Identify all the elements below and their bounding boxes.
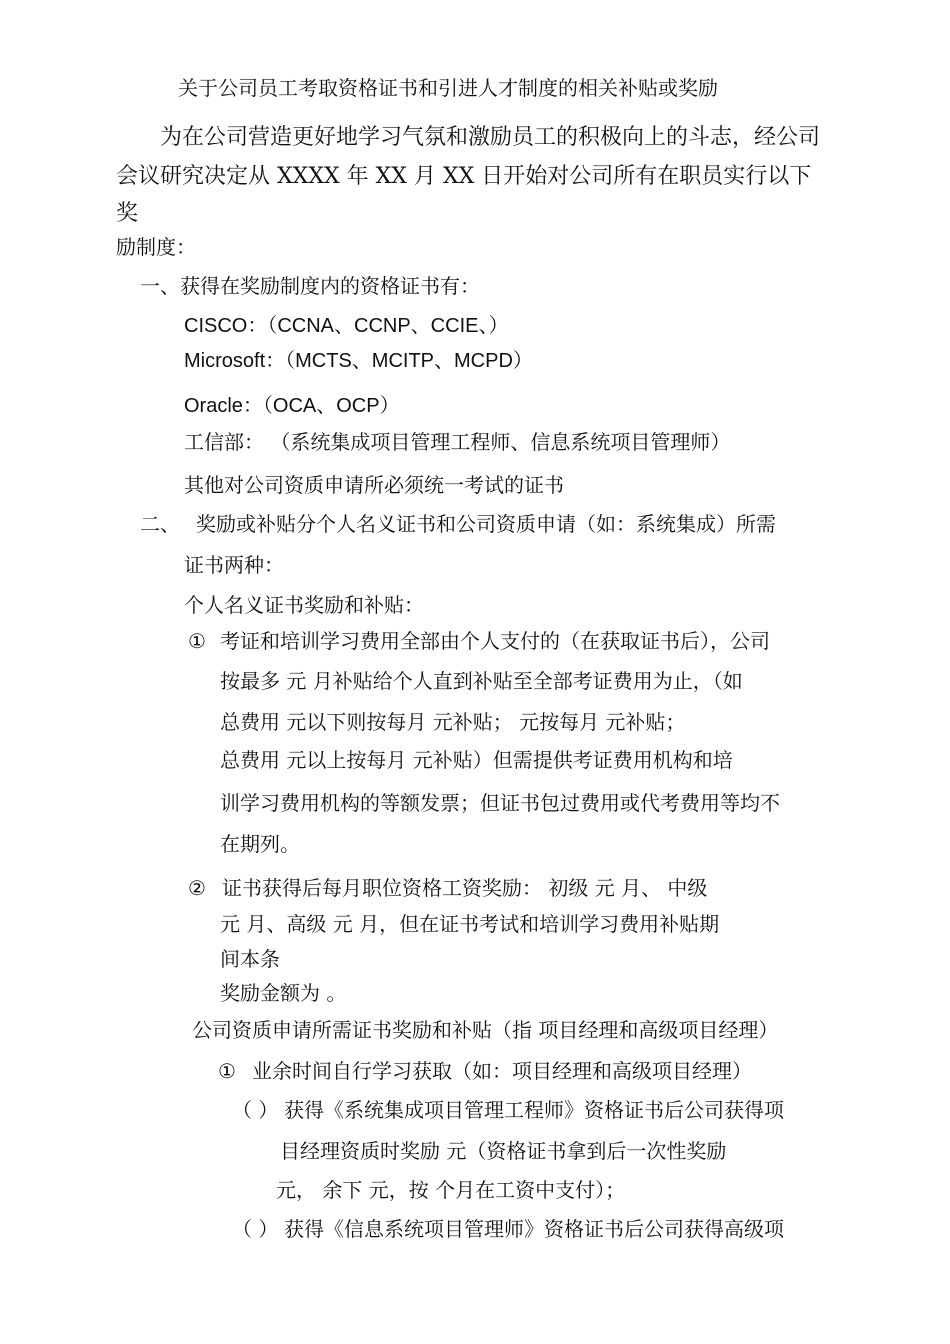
item1-line: 按最多 元 月补贴给个人直到补贴至全部考证费用为止，（如	[220, 669, 743, 693]
intro-line: 会议研究决定从 XXXX 年 XX 月 XX 日开始对公司所有在职员实行以下	[116, 164, 812, 189]
sub-item-marker: （ ）	[232, 1098, 279, 1122]
sub-item-marker: （ ）	[232, 1217, 279, 1241]
section2-heading: 证书两种：	[184, 553, 284, 577]
item2-line: 元 月、高级 元 月，但在证书考试和培训学习费用补贴期	[220, 912, 720, 936]
intro-line: 为在公司营造更好地学习气氛和激励员工的积极向上的斗志，经公司	[160, 125, 821, 150]
intro-line: 励制度：	[116, 235, 196, 259]
item-marker: ②	[188, 876, 206, 900]
item-marker: ①	[218, 1059, 236, 1083]
intro-line: 奖	[116, 201, 139, 226]
item1-line: 总费用 元以下则按每月 元补贴； 元按每月 元补贴；	[220, 710, 686, 734]
section1-heading: 一、获得在奖励制度内的资格证书有：	[140, 274, 480, 298]
cert-item-other: 其他对公司资质申请所必须统一考试的证书	[184, 473, 564, 497]
document-title: 关于公司员工考取资格证书和引进人才制度的相关补贴或奖励	[178, 76, 718, 100]
cert-item-oracle: Oracle：（OCA、OCP）	[184, 395, 400, 417]
item1-line: 训学习费用机构的等额发票；但证书包过费用或代考费用等均不	[220, 791, 780, 815]
section2-marker: 二、	[140, 512, 180, 536]
item-marker: ①	[188, 629, 206, 653]
sub1-line: 获得《系统集成项目管理工程师》资格证书后公司获得项	[284, 1098, 784, 1122]
company-cert-title: 公司资质申请所需证书奖励和补贴（指 项目经理和高级项目经理）	[192, 1018, 779, 1042]
item2-line: 奖励金额为 。	[220, 981, 347, 1005]
item1-line: 考证和培训学习费用全部由个人支付的（在获取证书后），公司	[220, 629, 770, 653]
item1-line: 总费用 元以上按每月 元补贴）但需提供考证费用机构和培	[220, 748, 733, 772]
sub1-line: 元， 余下 元，按 个月在工资中支付）；	[276, 1178, 626, 1202]
cert-item-cisco: CISCO：（CCNA、CCNP、CCIE、）	[184, 315, 509, 337]
sub1-line: 目经理资质时奖励 元（资格证书拿到后一次性奖励	[280, 1139, 727, 1163]
cert-item-miit: 工信部： （系统集成项目管理工程师、信息系统项目管理师）	[184, 430, 731, 454]
cert-item-microsoft: Microsoft：（MCTS、MCITP、MCPD）	[184, 350, 533, 372]
section2-heading: 奖励或补贴分个人名义证书和公司资质申请（如：系统集成）所需	[196, 512, 776, 536]
item1-line: 在期列。	[220, 832, 300, 856]
item2-line: 间本条	[220, 947, 280, 971]
company-item1-text: 业余时间自行学习获取（如：项目经理和高级项目经理）	[252, 1059, 752, 1083]
sub2-line: 获得《信息系统项目管理师》资格证书后公司获得高级项	[284, 1217, 784, 1241]
personal-cert-title: 个人名义证书奖励和补贴：	[184, 593, 424, 617]
item2-line: 证书获得后每月职位资格工资奖励： 初级 元 月、 中级	[222, 876, 708, 900]
